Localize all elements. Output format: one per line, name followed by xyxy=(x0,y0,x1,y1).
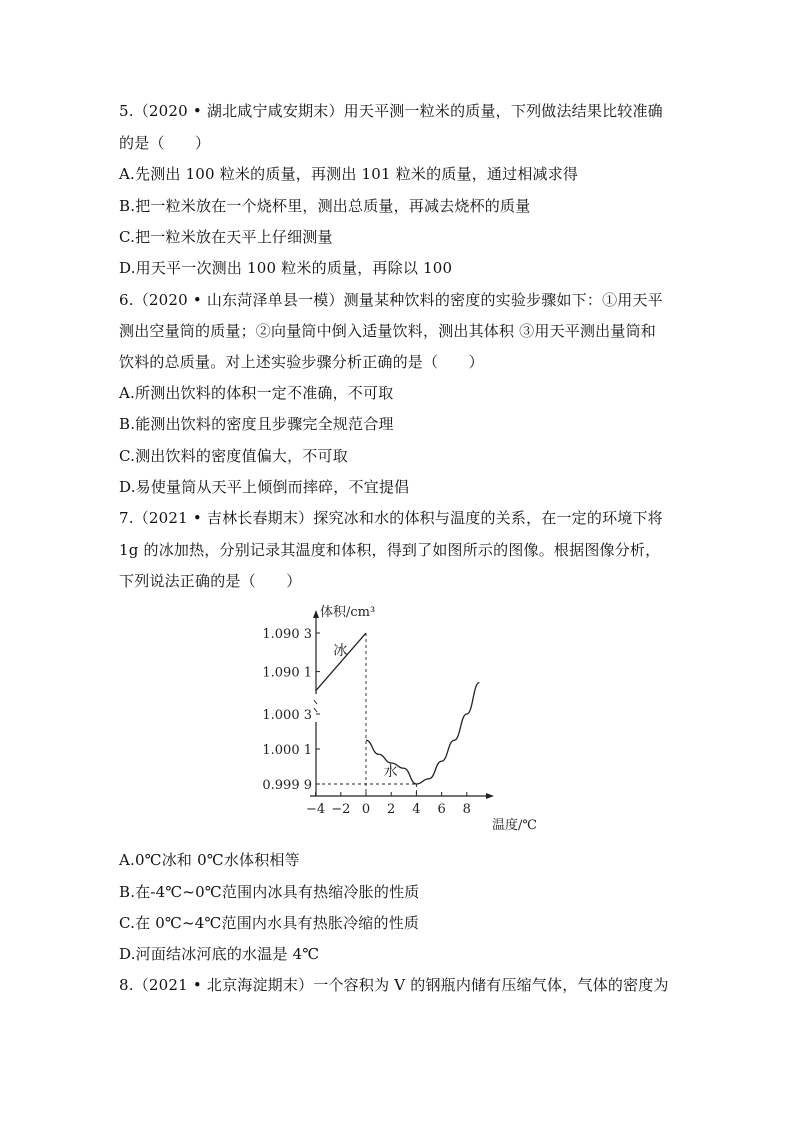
q5-option-a: A.先测出 100 粒米的质量，再测出 101 粒米的质量，通过相减求得 xyxy=(119,165,579,183)
q6-stem-line2: 测出空量筒的质量；②向量筒中倒入适量饮料，测出其体积 ③用天平测出量筒和 xyxy=(119,322,656,340)
q7-option-a: A.0℃冰和 0℃水体积相等 xyxy=(119,851,300,869)
x-tick-label: 8 xyxy=(462,802,471,817)
chart-guide-lines xyxy=(316,633,416,796)
series-line-ice xyxy=(316,633,366,691)
q5-stem-line1: 5.（2020 • 湖北咸宁咸安期末）用天平测一粒米的质量，下列做法结果比较准确 xyxy=(119,102,663,120)
q6-option-c: C.测出饮料的密度值偏大，不可取 xyxy=(119,447,348,465)
q6-option-b: B.能测出饮料的密度且步骤完全规范合理 xyxy=(119,415,394,433)
volume-temperature-chart xyxy=(240,600,556,840)
q5-stem-line2: 的是（ ） xyxy=(119,134,211,152)
series-label: 水 xyxy=(383,764,398,780)
q7-stem-line1: 7.（2021 • 吉林长春期末）探究冰和水的体积与温度的关系，在一定的环境下将 xyxy=(119,509,663,527)
q7-stem-line3: 下列说法正确的是（ ） xyxy=(119,572,302,590)
y-axis-title: 体积/cm³ xyxy=(320,605,376,620)
x-axis-arrow xyxy=(486,793,494,799)
q5-option-b: B.把一粒米放在一个烧杯里，测出总质量，再减去烧杯的质量 xyxy=(119,197,531,215)
q7-option-c: C.在 0℃~4℃范围内水具有热胀冷缩的性质 xyxy=(119,914,420,932)
x-tick-label: −2 xyxy=(331,802,351,817)
chart-axes xyxy=(310,610,494,799)
y-tick-label: 1.090 3 xyxy=(262,627,312,642)
q7-stem-line2: 1g 的冰加热，分别记录其温度和体积，得到了如图所示的图像。根据图像分析， xyxy=(119,541,661,559)
q6-option-d: D.易使量筒从天平上倾倒而摔碎，不宜提倡 xyxy=(119,478,410,496)
series-label: 冰 xyxy=(333,643,348,659)
chart-svg xyxy=(240,600,556,840)
q7-option-b: B.在-4℃~0℃范围内冰具有热缩冷胀的性质 xyxy=(119,883,420,901)
y-tick-label: 0.999 9 xyxy=(262,778,312,793)
q5-option-d: D.用天平一次测出 100 粒米的质量，再除以 100 xyxy=(119,259,453,277)
q6-stem-line3: 饮料的总质量。对上述实验步骤分析正确的是（ ） xyxy=(119,353,484,371)
q8-stem-line1: 8.（2021 • 北京海淀期末）一个容积为 V 的钢瓶内储有压缩气体，气体的密度为 xyxy=(119,976,669,994)
q6-option-a: A.所测出饮料的体积一定不准确，不可取 xyxy=(119,384,394,402)
x-tick-label: 4 xyxy=(412,802,421,817)
x-axis-title: 温度/℃ xyxy=(492,818,537,833)
x-tick-label: −4 xyxy=(306,802,326,817)
x-tick-label: 6 xyxy=(437,802,446,817)
q6-stem-line1: 6.（2020 • 山东菏泽单县一模）测量某种饮料的密度的实验步骤如下：①用天平 xyxy=(119,291,663,309)
x-tick-label: 2 xyxy=(387,802,396,817)
q7-option-d: D.河面结冰河底的水温是 4℃ xyxy=(119,945,320,963)
chart-labels xyxy=(262,604,537,833)
q5-option-c: C.把一粒米放在天平上仔细测量 xyxy=(119,228,333,246)
x-tick-label: 0 xyxy=(361,802,371,817)
y-tick-label: 1.000 3 xyxy=(262,708,312,723)
y-axis-break-mark xyxy=(314,708,317,712)
y-axis-break-mark xyxy=(314,700,317,704)
y-axis-arrow xyxy=(313,610,319,618)
y-tick-label: 1.000 1 xyxy=(262,743,312,758)
y-tick-label: 1.090 1 xyxy=(262,665,312,681)
